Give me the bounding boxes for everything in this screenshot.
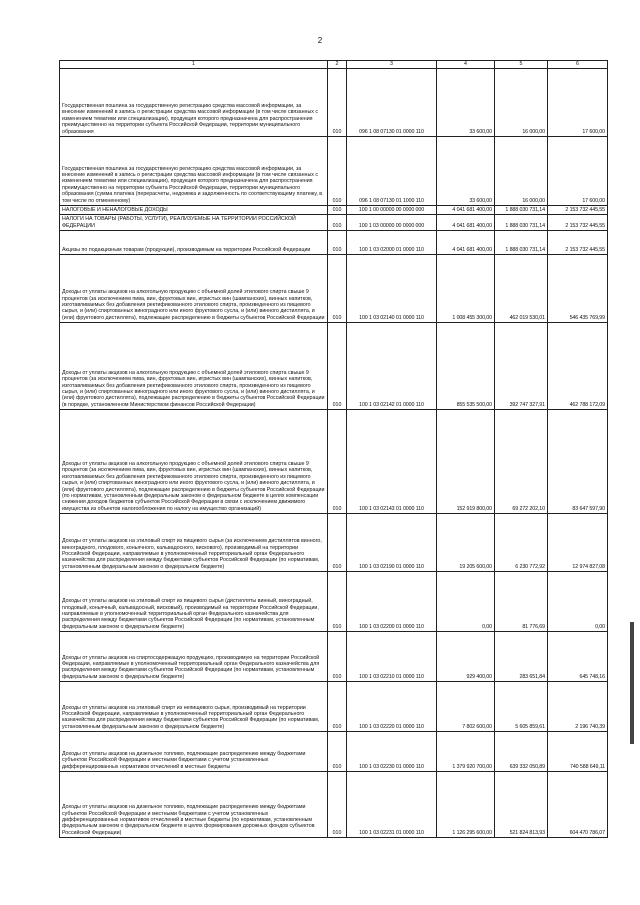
row-plan-cell: 929 400,00	[437, 632, 495, 682]
row-plan-cell: 19 205 600,00	[437, 514, 495, 572]
row-plan-cell: 0,00	[437, 572, 495, 632]
row-kbk-cell: 100 1 03 02140 01 0000 110	[347, 255, 437, 323]
row-remaining-cell: 462 788 172,09	[548, 323, 608, 410]
row-executed-cell: 81 776,69	[495, 572, 548, 632]
row-executed-cell: 462 019 530,01	[495, 255, 548, 323]
row-name-cell: НАЛОГОВЫЕ И НЕНАЛОГОВЫЕ ДОХОДЫ	[60, 206, 328, 215]
row-name-cell: Акцизы по подакцизным товарам (продукции), производимым на территории Российской Федерации	[60, 231, 328, 255]
row-code-cell: 010	[328, 632, 347, 682]
column-header: 5	[495, 61, 548, 69]
table-row	[60, 323, 608, 410]
row-code-cell: 010	[328, 732, 347, 772]
row-code-cell: 010	[328, 572, 347, 632]
table-row	[60, 732, 608, 772]
row-executed-cell: 392 747 327,91	[495, 323, 548, 410]
row-code-cell: 010	[328, 410, 347, 514]
row-plan-cell: 1 379 920 700,00	[437, 732, 495, 772]
row-plan-cell: 1 008 455 300,00	[437, 255, 495, 323]
row-plan-cell: 1 126 295 600,00	[437, 772, 495, 838]
page-number: 2	[317, 36, 323, 45]
row-remaining-cell: 83 647 597,90	[548, 410, 608, 514]
row-kbk-cell: 100 1 03 02000 01 0000 110	[347, 231, 437, 255]
row-kbk-cell: 100 1 03 02142 01 0000 110	[347, 323, 437, 410]
row-kbk-cell: 100 1 03 02231 01 0000 110	[347, 772, 437, 838]
row-kbk-cell: 096 1 08 07130 01 0000 110	[347, 69, 437, 137]
row-kbk-cell: 100 1 03 00000 00 0000 000	[347, 215, 437, 231]
row-remaining-cell: 2 153 732 445,55	[548, 215, 608, 231]
row-executed-cell: 521 824 813,93	[495, 772, 548, 838]
row-plan-cell: 152 919 800,00	[437, 410, 495, 514]
row-code-cell: 010	[328, 137, 347, 206]
row-kbk-cell: 100 1 03 02190 01 0000 110	[347, 514, 437, 572]
row-remaining-cell: 2 196 740,39	[548, 682, 608, 732]
row-name-cell: Доходы от уплаты акцизов на дизельное топливо, подлежащие распределению между бюджетами субъектов Российской Федерации и местными бюджетами с учетом установленных дифференцированных нормативов отчислений в местные бюджеты	[60, 732, 328, 772]
row-remaining-cell: 604 470 786,07	[548, 772, 608, 838]
row-code-cell: 010	[328, 255, 347, 323]
row-executed-cell: 1 888 030 731,14	[495, 215, 548, 231]
row-kbk-cell: 096 1 08 07130 01 1000 110	[347, 137, 437, 206]
table-row	[60, 69, 608, 137]
row-remaining-cell: 2 153 732 445,55	[548, 206, 608, 215]
row-executed-cell: 16 000,00	[495, 69, 548, 137]
row-executed-cell: 283 651,84	[495, 632, 548, 682]
row-code-cell: 010	[328, 682, 347, 732]
table-row	[60, 137, 608, 206]
table-row	[60, 231, 608, 255]
table-row	[60, 632, 608, 682]
row-plan-cell: 7 802 600,00	[437, 682, 495, 732]
row-remaining-cell: 740 588 649,11	[548, 732, 608, 772]
table-header-row	[60, 61, 608, 69]
row-code-cell: 010	[328, 772, 347, 838]
row-executed-cell: 5 605 859,61	[495, 682, 548, 732]
table-row	[60, 215, 608, 231]
row-code-cell: 010	[328, 231, 347, 255]
row-remaining-cell: 17 600,00	[548, 137, 608, 206]
row-executed-cell: 1 888 030 731,14	[495, 231, 548, 255]
row-remaining-cell: 0,00	[548, 572, 608, 632]
row-executed-cell: 16 000,00	[495, 137, 548, 206]
row-remaining-cell: 546 435 769,99	[548, 255, 608, 323]
table-body	[60, 61, 608, 838]
row-plan-cell: 855 535 500,00	[437, 323, 495, 410]
row-plan-cell: 4 041 681 400,00	[437, 231, 495, 255]
row-name-cell: Доходы от уплаты акцизов на спиртосодержащую продукцию, производимую на территории Российской Федерации, направляемые в уполномоченный территориальный орган Федерального казначейства для распределения между бюджетами субъектов Российской Федерации (по нормативам, установленным федеральным законом о федеральном бюджете)	[60, 632, 328, 682]
row-name-cell: НАЛОГИ НА ТОВАРЫ (РАБОТЫ, УСЛУГИ), РЕАЛИЗУЕМЫЕ НА ТЕРРИТОРИИ РОССИЙСКОЙ ФЕДЕРАЦИИ	[60, 215, 328, 231]
table-row	[60, 682, 608, 732]
row-kbk-cell: 100 1 03 02143 01 0000 110	[347, 410, 437, 514]
row-name-cell: Государственная пошлина за государственную регистрацию средства массовой информации, за внесение изменений в запись о регистрации средства массовой информации (в том числе связанных с изменением тематики или специализации), продукция которого предназначена для распространения преимущественно на территории субъекта Российской Федерации, территории муниципального образования	[60, 69, 328, 137]
row-code-cell: 010	[328, 514, 347, 572]
row-plan-cell: 33 600,00	[437, 137, 495, 206]
row-name-cell: Доходы от уплаты акцизов на этиловый спирт из пищевого сырья (дистилляты винный, виноградный, плодовый, коньячный, кальвадосный, висковый), производимый на территории Российской Федерации, направляемые в уполномоченный территориальный орган Федерального казначейства для распределения между бюджетами субъектов Российской Федерации (по нормативам, установленным федеральным законом о федеральном бюджете)	[60, 572, 328, 632]
row-kbk-cell: 100 1 03 02210 01 0000 110	[347, 632, 437, 682]
row-executed-cell: 6 230 772,92	[495, 514, 548, 572]
row-kbk-cell: 100 1 03 02200 01 0000 110	[347, 572, 437, 632]
column-header: 1	[60, 61, 328, 69]
column-header: 2	[328, 61, 347, 69]
row-kbk-cell: 100 1 03 02220 01 0000 110	[347, 682, 437, 732]
column-header: 3	[347, 61, 437, 69]
row-executed-cell: 639 332 050,89	[495, 732, 548, 772]
row-executed-cell: 69 272 202,10	[495, 410, 548, 514]
column-header: 6	[548, 61, 608, 69]
row-remaining-cell: 645 748,16	[548, 632, 608, 682]
row-code-cell: 010	[328, 69, 347, 137]
row-code-cell: 010	[328, 323, 347, 410]
table-row	[60, 255, 608, 323]
table-row	[60, 206, 608, 215]
page-edge-mark	[630, 622, 634, 744]
row-code-cell: 010	[328, 206, 347, 215]
row-name-cell: Доходы от уплаты акцизов на этиловый спирт из непищевого сырья, производимый на территории Российской Федерации, направляемые в уполномоченный территориальный орган Федерального казначейства для распределения между бюджетами субъектов Российской Федерации (по нормативам, установленным федеральным законом о федеральном бюджете)	[60, 682, 328, 732]
revenue-report-table	[59, 60, 608, 838]
row-remaining-cell: 2 153 732 445,55	[548, 231, 608, 255]
row-kbk-cell: 100 1 00 00000 00 0000 000	[347, 206, 437, 215]
row-remaining-cell: 12 974 827,08	[548, 514, 608, 572]
table-row	[60, 772, 608, 838]
row-name-cell: Доходы от уплаты акцизов на алкогольную продукцию с объемной долей этилового спирта свыше 9 процентов (за исключением пива, вин, фруктовых вин, игристых вин (шампанских), винных напитков, изготавливаемых без добавления ректификованного этилового спирта, произведенного из пищевого сырья, и (или) спиртованных виноградного или иного фруктового сусла, и (или) винного дистиллята, и (или) фруктового дистиллята), подлежащие распределению в бюджеты субъектов Российской Федерации	[60, 255, 328, 323]
row-name-cell: Доходы от уплаты акцизов на алкогольную продукцию с объемной долей этилового спирта свыше 9 процентов (за исключением пива, вин, фруктовых вин, игристых вин (шампанских), винных напитков, изготавливаемых без добавления ректификованного этилового спирта, произведенного из пищевого сырья, и (или) спиртованных виноградного или иного фруктового сусла, и (или) винного дистиллята, и (или) фруктового дистиллята), подлежащие распределению в бюджеты субъектов Российской Федерации (в порядке, установленном Министерством финансов Российской Федерации)	[60, 323, 328, 410]
table-row	[60, 572, 608, 632]
row-plan-cell: 4 041 681 400,00	[437, 215, 495, 231]
row-name-cell: Доходы от уплаты акцизов на дизельное топливо, подлежащие распределению между бюджетами субъектов Российской Федерации и местными бюджетами с учетом установленных дифференцированных нормативов отчислений в местные бюджеты (по нормативам, установленным федеральным законом о федеральном бюджете в целях формирования дорожных фондов субъектов Российской Федерации)	[60, 772, 328, 838]
row-code-cell: 010	[328, 215, 347, 231]
row-executed-cell: 1 888 030 731,14	[495, 206, 548, 215]
row-kbk-cell: 100 1 03 02230 01 0000 110	[347, 732, 437, 772]
column-header: 4	[437, 61, 495, 69]
row-name-cell: Доходы от уплаты акцизов на этиловый спирт из пищевого сырья (за исключением дистиллятов винного, виноградного, плодового, коньячного, кальвадосного, вискового), производимый на территории Российской Федерации, направляемые в уполномоченный территориальный орган Федерального казначейства для распределения между бюджетами субъектов Российской Федерации (по нормативам, установленным федеральным законом о федеральном бюджете)	[60, 514, 328, 572]
row-plan-cell: 33 600,00	[437, 69, 495, 137]
row-plan-cell: 4 041 681 400,00	[437, 206, 495, 215]
row-name-cell: Государственная пошлина за государственную регистрацию средства массовой информации, за внесение изменений в запись о регистрации средства массовой информации (в том числе связанных с изменением тематики или специализации), продукция которого предназначена для распространения преимущественно на территории субъекта Российской Федерации, территории муниципального образования (сумма платежа (перерасчеты, недоимка и задолженность по соответствующему платежу, в том числе по отмененному)	[60, 137, 328, 206]
table-row	[60, 410, 608, 514]
table-row	[60, 514, 608, 572]
row-remaining-cell: 17 600,00	[548, 69, 608, 137]
row-name-cell: Доходы от уплаты акцизов на алкогольную продукцию с объемной долей этилового спирта свыше 9 процентов (за исключением пива, вин, фруктовых вин, игристых вин (шампанских), винных напитков, изготавливаемых без добавления ректификованного этилового спирта, произведенного из пищевого сырья, и (или) спиртованных виноградного или иного фруктового сусла, и (или) винного дистиллята, и (или) фруктового дистиллята), подлежащие распределению в бюджеты субъектов Российской Федерации (по нормативам, установленным федеральным законом о федеральном бюджете в целях компенсации снижения доходов бюджетов субъектов Российской Федерации в связи с исключением движимого имущества из объектов налогообложения по налогу на имущество организаций)	[60, 410, 328, 514]
